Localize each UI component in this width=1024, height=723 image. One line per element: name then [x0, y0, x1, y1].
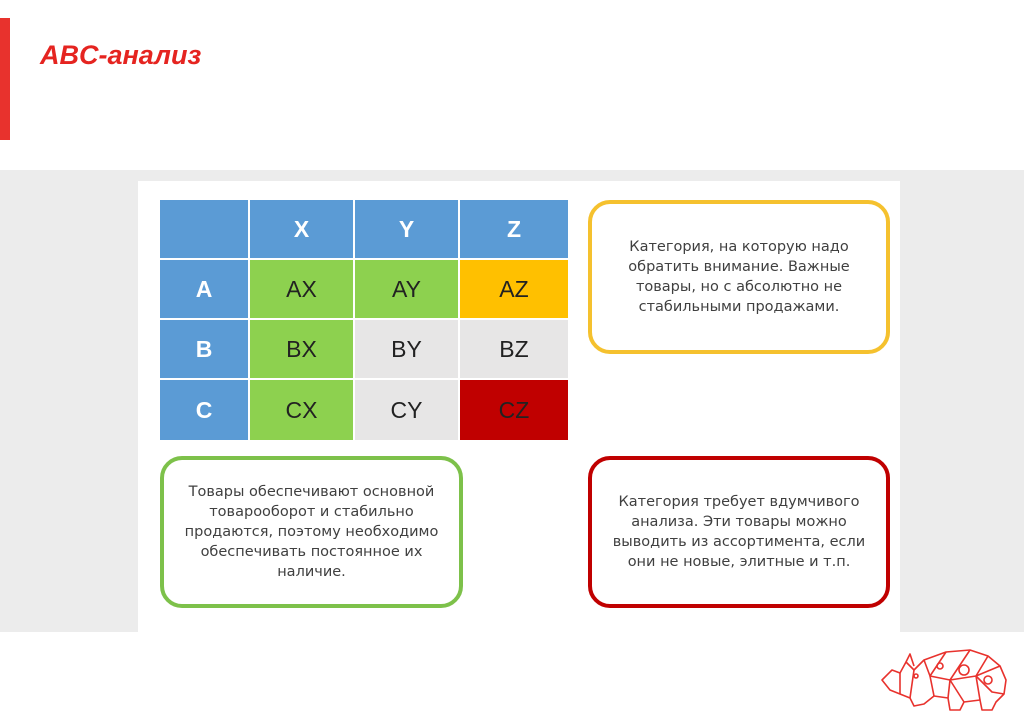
abc-xyz-matrix: [160, 200, 570, 442]
row-header-a: A: [160, 260, 250, 320]
column-header-x: X: [250, 200, 355, 260]
cell-ay: AY: [355, 260, 460, 320]
rhino-icon: [880, 640, 1010, 712]
row-header-c: C: [160, 380, 250, 442]
cell-cz: CZ: [460, 380, 570, 442]
row-header-b: B: [160, 320, 250, 380]
cell-cy: CY: [355, 380, 460, 442]
cell-az: AZ: [460, 260, 570, 320]
note-az-category: Категория, на которую надо обратить внимание. Важные товары, но с абсолютно не стабильными продажами.: [588, 200, 890, 354]
slide-title: ABC-анализ: [40, 40, 202, 70]
matrix-corner-cell: [160, 200, 250, 260]
cell-bz: BZ: [460, 320, 570, 380]
cell-by: BY: [355, 320, 460, 380]
cell-bx: BX: [250, 320, 355, 380]
note-x-category: Товары обеспечивают основной товарооборот и стабильно продаются, поэтому необходимо обеспечивать постоянное их наличие.: [160, 456, 463, 608]
column-header-y: Y: [355, 200, 460, 260]
accent-bar: [0, 18, 10, 140]
cell-ax: AX: [250, 260, 355, 320]
note-cz-category: Категория требует вдумчивого анализа. Эти товары можно выводить из ассортимента, если они не новые, элитные и т.п.: [588, 456, 890, 608]
cell-cx: CX: [250, 380, 355, 442]
column-header-z: Z: [460, 200, 570, 260]
